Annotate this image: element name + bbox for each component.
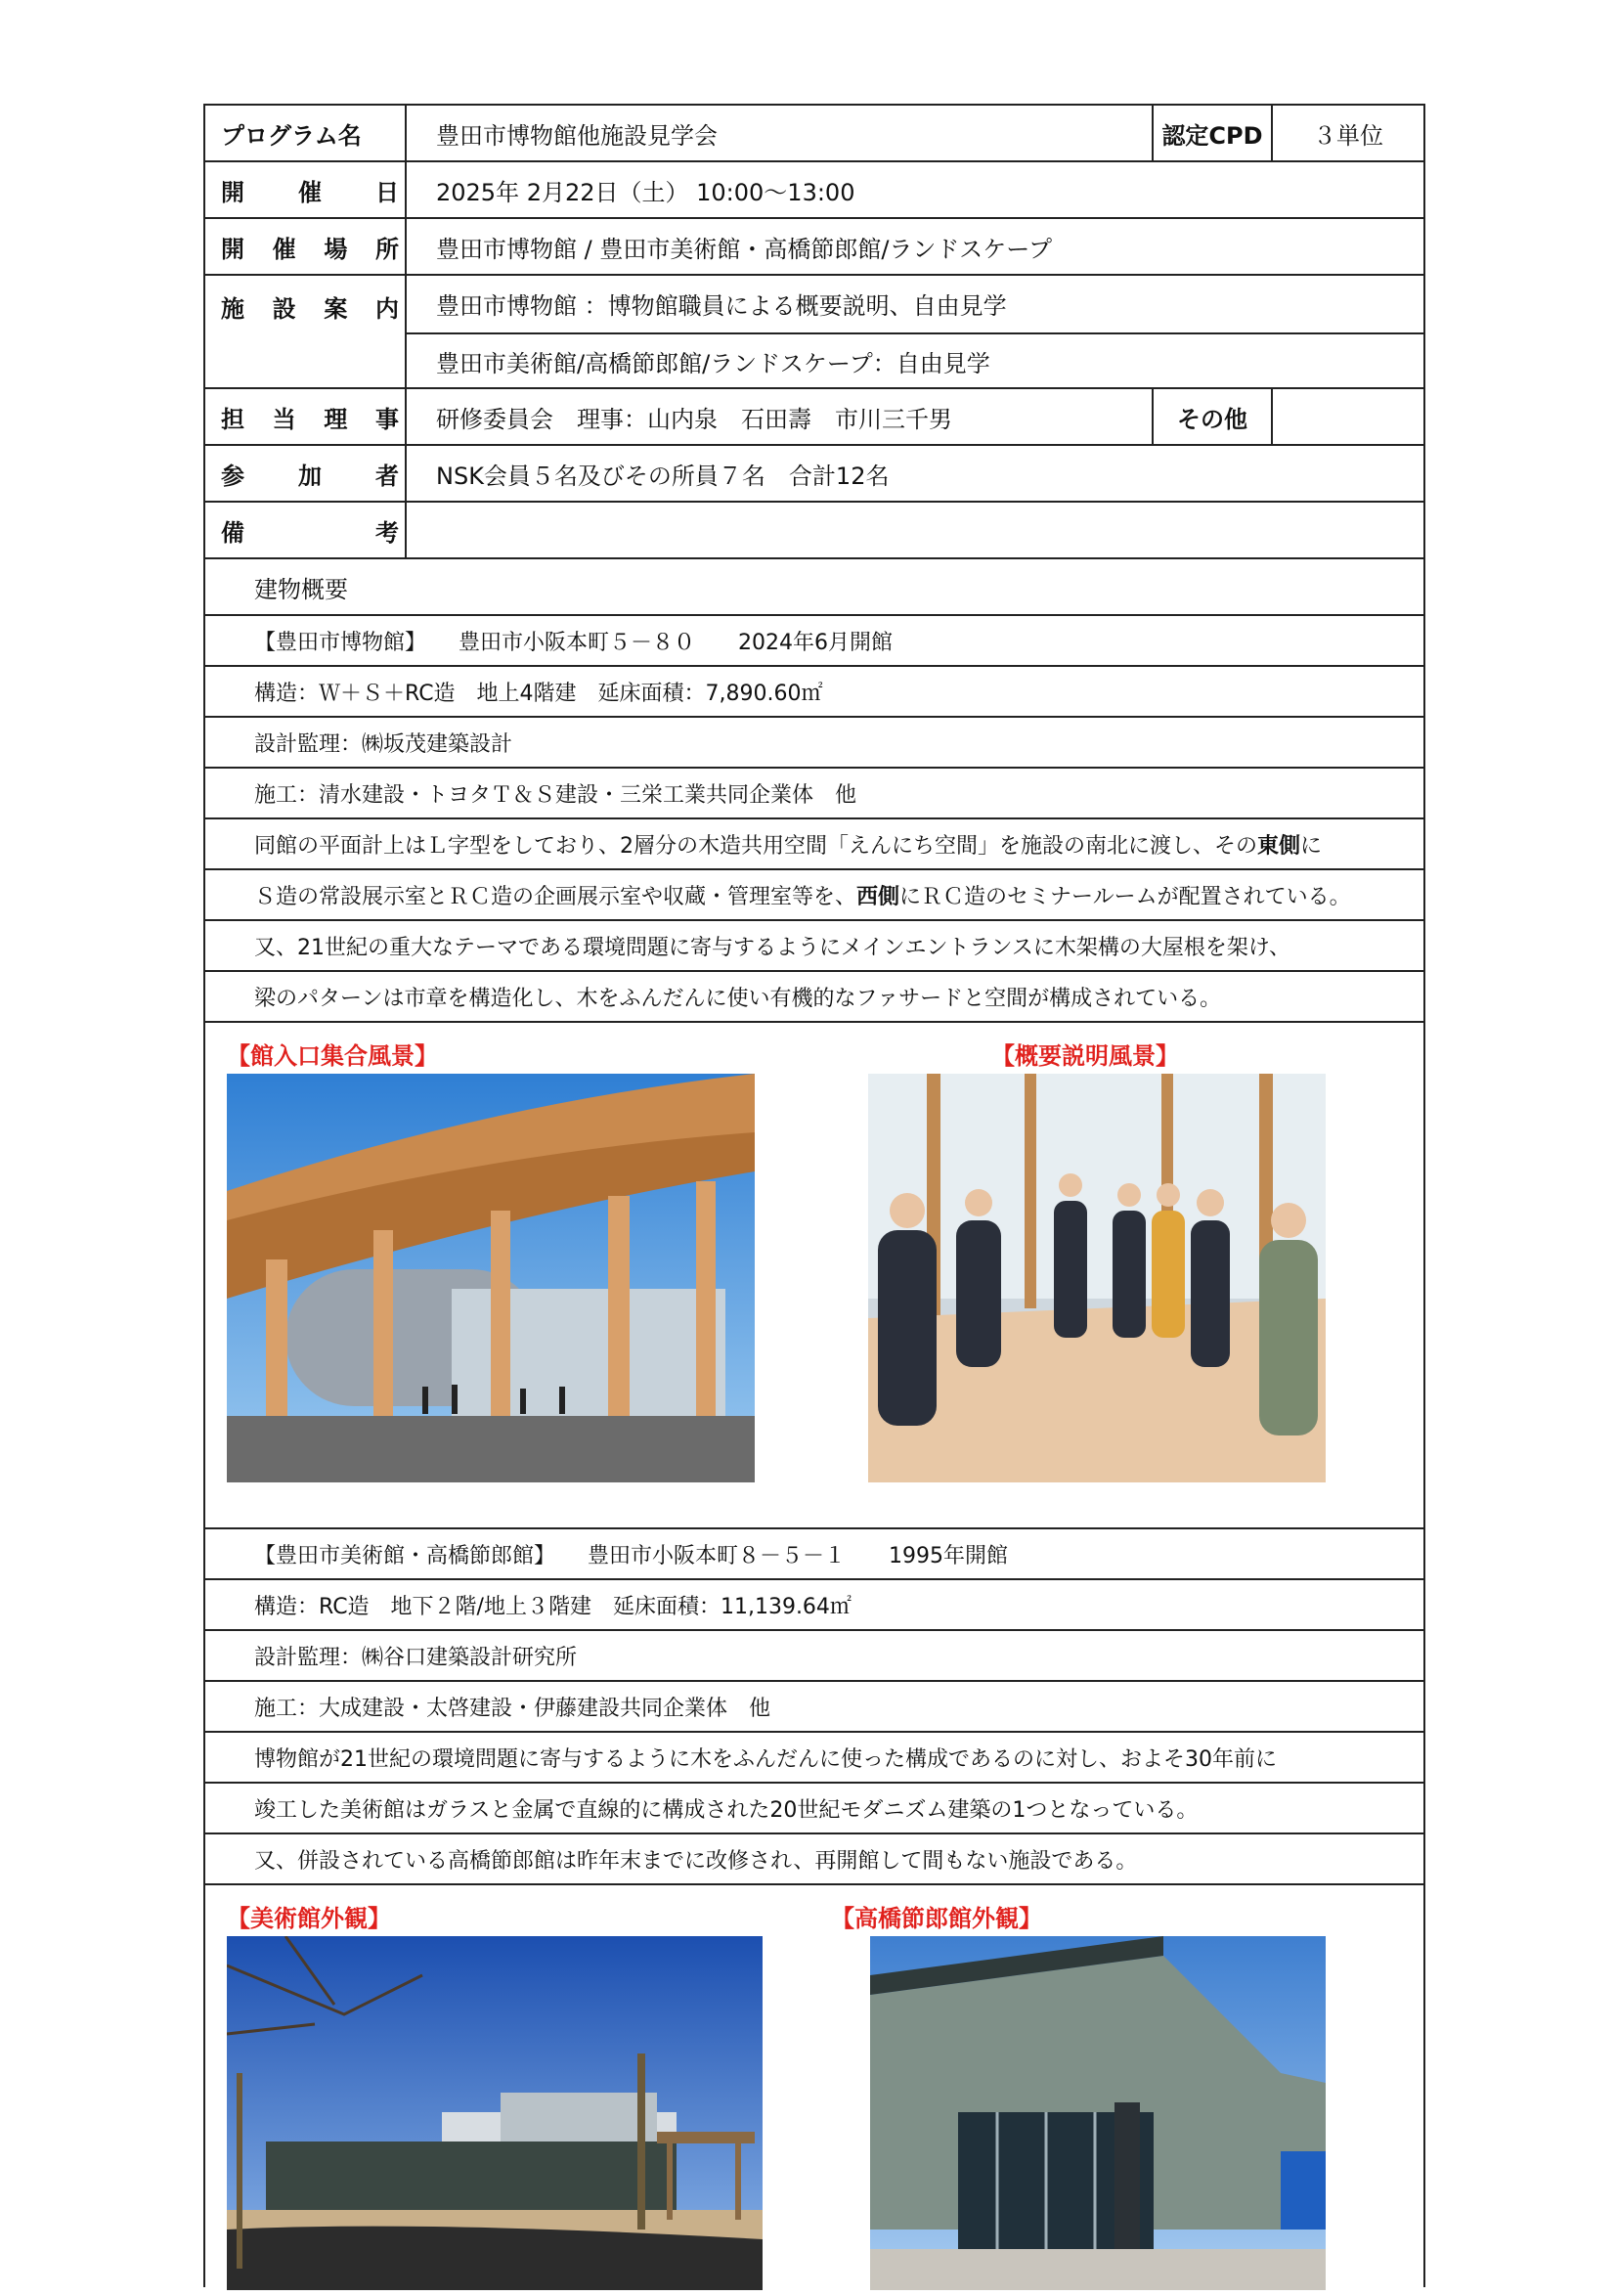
photo4-caption: 【高橋節郎館外観】 <box>831 1905 1042 1932</box>
other-value <box>1271 389 1423 444</box>
museum-desc3-row <box>205 921 1423 972</box>
art-desc2-row <box>205 1784 1423 1834</box>
venue-label: 開 催 場 所 <box>205 219 407 274</box>
photo1-caption: 【館入口集合風景】 <box>227 1042 438 1070</box>
museum-entrance-photo <box>227 1074 755 1482</box>
museum-structure: 構造：Ｗ＋Ｓ＋RC造 地上4階建 延床面積：7,890.60㎡ <box>254 681 823 706</box>
guide-value-2: 豊田市美術館/高橋節郎館/ランドスケープ：自由見学 <box>407 332 1423 387</box>
art-desc2: 竣工した美術館はガラスと金属で直線的に構成された20世紀モダニズム建築の1つとなっている。 <box>254 1797 1199 1823</box>
art-heading-row <box>205 1529 1423 1580</box>
museum-heading-row <box>205 616 1423 667</box>
remarks-label: 備 考 <box>205 503 407 557</box>
director-label: 担 当 理 事 <box>205 389 407 444</box>
museum-design: 設計監理：㈱坂茂建築設計 <box>254 731 513 757</box>
art-structure-row <box>205 1580 1423 1631</box>
art-museum-photo <box>227 1936 763 2290</box>
overview-title: 建物概要 <box>254 575 348 603</box>
participants-row <box>205 446 1423 503</box>
art-design: 設計監理：㈱谷口建築設計研究所 <box>254 1645 578 1670</box>
museum-structure-row <box>205 667 1423 718</box>
remarks-value <box>407 503 436 557</box>
guide-label: 施 設 案 内 <box>205 276 407 387</box>
program-sheet <box>203 104 1425 2287</box>
art-construction: 施工：大成建設・太啓建設・伊藤建設共同企業体 他 <box>254 1696 771 1721</box>
participants-label: 参 加 者 <box>205 446 407 501</box>
art-construction-row <box>205 1682 1423 1733</box>
program-value: 豊田市博物館他施設見学会 <box>436 121 718 150</box>
briefing-scene-photo <box>868 1074 1326 1482</box>
program-label: プログラム名 <box>205 106 407 160</box>
museum-construction: 施工：清水建設・トヨタＴ＆Ｓ建設・三栄工業共同企業体 他 <box>254 782 857 808</box>
takahashi-hall-photo <box>870 1936 1326 2290</box>
director-value: 研修委員会 理事：山内泉 石田壽 市川三千男 <box>436 405 952 433</box>
art-design-row <box>205 1631 1423 1682</box>
art-structure: 構造：RC造 地下２階/地上３階建 延床面積：11,139.64㎡ <box>254 1594 852 1619</box>
venue-row <box>205 219 1423 276</box>
museum-desc1: 同館の平面計上はＬ字型をしており、2層分の木造共用空間「えんにち空間」を施設の南北に渡し、その 東側 に <box>254 833 1323 859</box>
art-desc3-row <box>205 1834 1423 1885</box>
museum-desc2: Ｓ造の常設展示室とＲＣ造の企画展示室や収蔵・管理室等を、 西側 にＲＣ造のセミナールームが配置されている。 <box>254 884 1351 909</box>
remarks-row <box>205 503 1423 559</box>
museum-desc4-row <box>205 972 1423 1023</box>
museum-desc2-row <box>205 870 1423 921</box>
venue-value: 豊田市博物館 / 豊田市美術館・高橋節郎館/ランドスケープ <box>436 235 1052 263</box>
museum-photos-row <box>205 1023 1423 1529</box>
participants-value: NSK会員５名及びその所員７名 合計12名 <box>436 462 890 490</box>
guide-value-1: 豊田市博物館 ：博物館職員による概要説明、自由見学 <box>436 291 1007 320</box>
date-row <box>205 162 1423 219</box>
date-value: 2025年 2月22日（土） 10:00～13:00 <box>436 178 855 206</box>
overview-row <box>205 559 1423 616</box>
art-photos-area <box>205 1885 1423 2296</box>
other-label: その他 <box>1152 389 1271 444</box>
museum-heading: 【豊田市博物館】 豊田市小阪本町５－８０ 2024年6月開館 <box>254 630 893 655</box>
museum-desc1-row <box>205 819 1423 870</box>
cpd-value: ３単位 <box>1271 106 1423 160</box>
guide-row <box>205 276 1423 389</box>
program-row <box>205 106 1423 162</box>
art-desc1-row <box>205 1733 1423 1784</box>
art-desc1: 博物館が21世紀の環境問題に寄与するように木をふんだんに使った構成であるのに対し、およそ30年前に <box>254 1746 1277 1772</box>
photo2-caption: 【概要説明風景】 <box>991 1042 1179 1070</box>
cpd-label: 認定CPD <box>1152 106 1271 160</box>
photo3-caption: 【美術館外観】 <box>227 1905 391 1932</box>
museum-design-row <box>205 718 1423 769</box>
art-heading: 【豊田市美術館・高橋節郎館】 豊田市小阪本町８－５－１ 1995年開館 <box>254 1543 1008 1568</box>
museum-construction-row <box>205 769 1423 819</box>
art-desc3: 又、併設されている高橋節郎館は昨年末までに改修され、再開館して間もない施設である。 <box>254 1848 1138 1874</box>
museum-desc3: 又、21世紀の重大なテーマである環境問題に寄与するようにメインエントランスに木架構の大屋根を架け、 <box>254 935 1291 960</box>
museum-desc4: 梁のパターンは市章を構造化し、木をふんだんに使い有機的なファサードと空間が構成されている。 <box>254 986 1222 1011</box>
date-label: 開 催 日 <box>205 162 407 217</box>
director-row <box>205 389 1423 446</box>
